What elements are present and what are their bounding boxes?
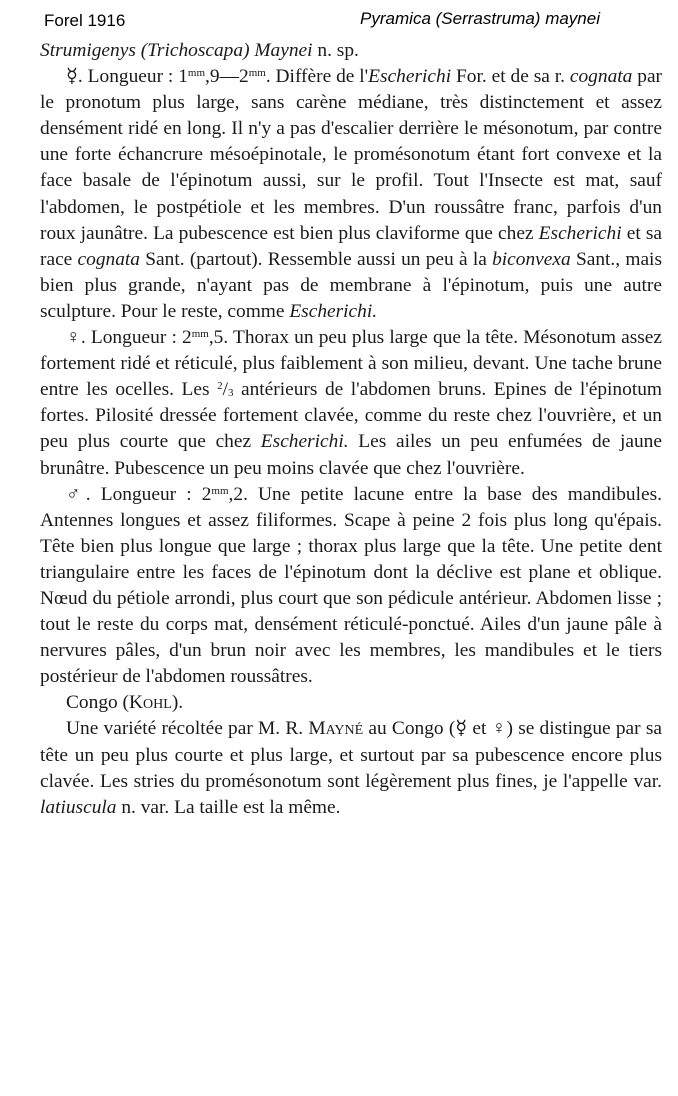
page-header: [0, 9, 678, 35]
species-heading: [40, 38, 662, 64]
species-status: n. sp.: [312, 40, 359, 61]
unit-mm: mm: [248, 67, 266, 80]
fraction-numerator: 2: [217, 380, 223, 393]
variety-collector: Mayné: [308, 718, 364, 740]
variety-name: latiuscula: [40, 796, 117, 818]
document-body: [40, 38, 662, 821]
variety-description: Une variété récoltée par M. R. Mayné au Congo (☿ et ♀) se distingue par sa tête un peu plus courte et plus large, et surtout par sa pubescence encore plus clavée. Les stries du promésonotum sont légèrement plus fines, je l'appelle var. latiuscula n. var. La taille est la même.: [40, 718, 662, 818]
queen-description: ♀. Longueur : $2^{mm},5$. Thorax un peu plus large que la tête. Mésonotum assez fortement ridé et réticulé, plus faiblement à son milieu, devant. Une tache brune entre les ocelles. Les $^2/_3$ antérieurs de l'abdomen bruns. Epines de l'épinotum fortes. Pilosité dressée fortement clavée, comme du reste chez l'ouvrière, et un peu plus courte que chez Escherichi. Les ailes un peu enfumées de jaune brunâtre. Pubescence un peu moins clavée que chez l'ouvrière.: [40, 327, 663, 479]
locality: Congo (Kohl).: [66, 692, 184, 714]
queen-symbol: ♀: [66, 327, 81, 349]
species-genus: Strumigenys: [40, 40, 136, 61]
species-subgenus: (Trichoscapa): [140, 40, 250, 61]
fraction-denominator: 3: [227, 387, 234, 400]
worker-symbol: ☿: [66, 66, 78, 88]
unit-mm: mm: [187, 67, 206, 80]
unit-mm: mm: [211, 484, 229, 497]
header-citation: Forel 1916: [44, 11, 126, 30]
male-description: ♂. Longueur : $2^{mm},2$. Une petite lacune entre la base des mandibules. Antennes longues et assez filiformes. Scape à peine 2 fois plus long qu'épais. Tête bien plus longue que large ; thorax plus large que la tête. Une petite dent triangulaire entre les faces de l'épinotum dont la déclive est plane et oblique. Nœud du pétiole arrondi, plus court que son pédicule antérieur. Abdomen lisse ; tout le reste du corps mat, densément réticulé-ponctué. Ailes d'un jaune pâle à nervures pâles, d'un brun noir avec les membres, les mandibules et le tiers postérieur de l'abdomen roussâtres.: [40, 483, 662, 688]
worker-description: ☿. Longueur : $1^{mm},9—2^{mm}$. Diffère de l'Escherichi For. et de sa r. cognata par le pronotum plus large, sans carène médiane, très distinctement et assez densément ridé en long. Il n'y a pas d'escalier derrière le mésonotum, par contre une forte échancrure mésoépinotale, le promésonotum étant fort convexe et la face basale de l'épinotum aussi, sur le profil. Tout l'Insecte est mat, sauf l'abdomen, le postpétiole et les membres. D'un roussâtre franc, parfois d'un roux jaunâtre. La pubescence est bien plus claviforme que chez Escherichi et sa race cognata Sant. (partout). Ressemble aussi un peu à la biconvexa Sant., mais bien plus grande, n'ayant pas de membrane à l'épinotum, puis une autre sculpture. Pour le reste, comme Escherichi.: [40, 66, 663, 322]
unit-mm: mm: [191, 328, 209, 341]
header-species-name: Pyramica (Serrastruma) maynei: [360, 9, 600, 28]
species-epithet: Maynei: [254, 40, 313, 61]
male-symbol: ♂: [66, 483, 86, 505]
locality-collector: Kohl: [129, 692, 172, 714]
